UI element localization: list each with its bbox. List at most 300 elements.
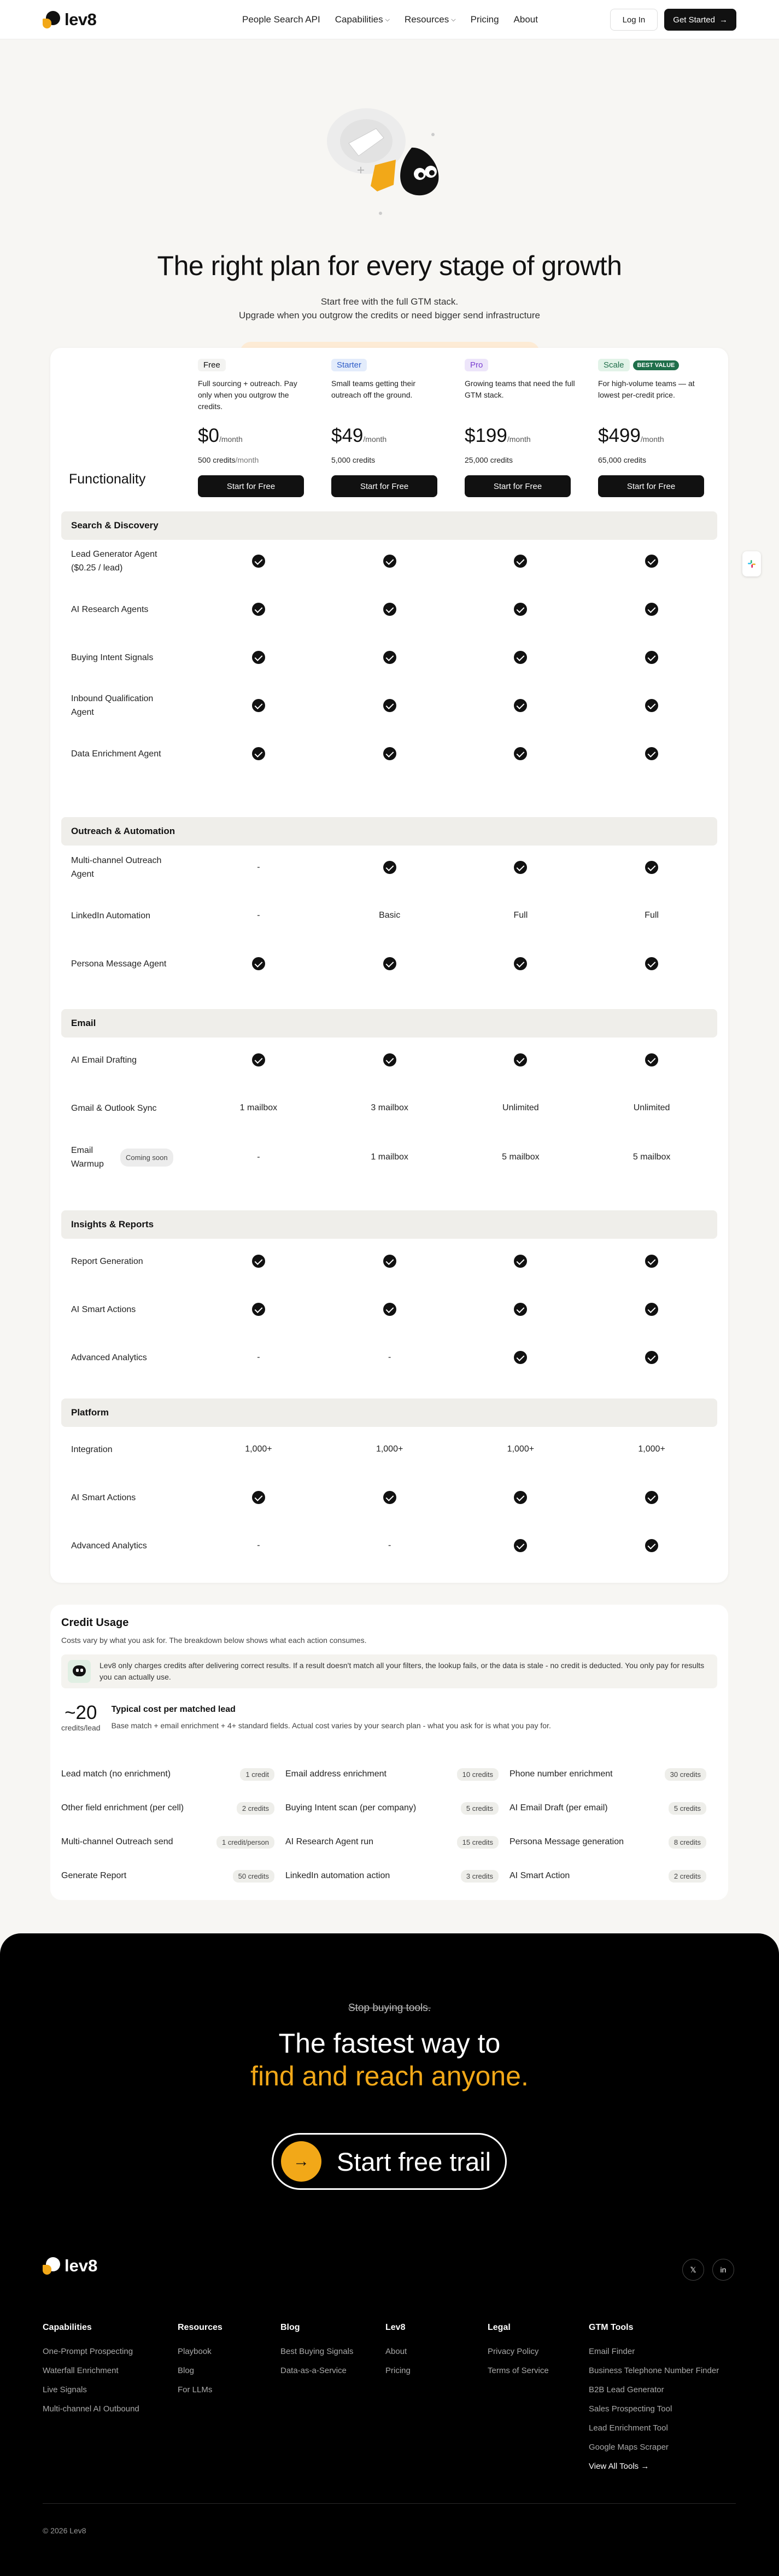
feature-label-text: Inbound Qualification Agent xyxy=(71,694,154,717)
check-icon xyxy=(383,1491,396,1504)
feature-row xyxy=(61,851,717,884)
plan-credits xyxy=(598,456,713,464)
credit-cost-badge: 2 credits xyxy=(237,1802,274,1815)
feature-label-text: Data Enrichment Agent xyxy=(71,749,161,759)
section-header: Outreach & Automation xyxy=(61,817,717,846)
get-started-button[interactable] xyxy=(664,9,736,31)
credit-cost-item xyxy=(509,1763,717,1785)
credit-notice-text: Lev8 only charges credits after delivering correct results. If a result doesn't match all your filters, the lookup fails, or the data is stale - no credit is deducted. You only pay for results you can actually use. xyxy=(99,1661,705,1681)
plan-period: /month xyxy=(640,435,664,444)
plan-credits xyxy=(331,456,446,464)
check-icon xyxy=(645,957,658,970)
feature-value: - xyxy=(388,1541,391,1550)
check-icon xyxy=(383,747,396,760)
feature-value: 5 mailbox xyxy=(502,1152,540,1162)
feature-row xyxy=(61,737,717,770)
typical-cost-number: ~20 xyxy=(65,1702,97,1723)
footer-link[interactable]: For LLMs xyxy=(178,2385,213,2394)
credit-cost-label: LinkedIn automation action xyxy=(285,1871,390,1880)
feature-label-text: Advanced Analytics xyxy=(71,1541,147,1551)
feature-cell xyxy=(193,1444,324,1454)
typical-cost-title: Typical cost per matched lead xyxy=(111,1705,236,1714)
check-icon xyxy=(645,1351,658,1364)
plan-price-row xyxy=(198,425,313,447)
logo[interactable] xyxy=(43,10,96,30)
check-icon xyxy=(383,651,396,664)
footer-strike-text: Stop buying tools. xyxy=(348,2002,431,2014)
credit-usage-card xyxy=(50,1605,728,1900)
feature-label-text: Multi-channel Outreach Agent xyxy=(71,856,162,879)
footer-column xyxy=(178,2323,222,2404)
footer-column-heading: Blog xyxy=(280,2323,300,2332)
footer-column-heading: Lev8 xyxy=(385,2323,406,2332)
feature-cell xyxy=(586,861,717,874)
credit-cost-grid xyxy=(61,1763,717,1887)
footer-link[interactable]: Best Buying Signals xyxy=(280,2347,354,2356)
check-icon xyxy=(252,603,265,616)
credit-cost-badge: 10 credits xyxy=(457,1768,499,1781)
plan-credits-amount: 65,000 credits xyxy=(598,456,646,464)
feature-cell xyxy=(193,911,324,920)
feature-label xyxy=(61,1144,193,1171)
feature-label-text: Buying Intent Signals xyxy=(71,652,154,662)
check-icon xyxy=(252,555,265,568)
nav-about[interactable]: About xyxy=(513,14,538,25)
check-icon xyxy=(514,1255,527,1268)
plan-price: $49 xyxy=(331,425,364,446)
start-free-trial-button[interactable] xyxy=(272,2133,507,2190)
check-icon xyxy=(514,555,527,568)
footer-link[interactable]: Privacy Policy xyxy=(488,2347,539,2356)
nav-capabilities-label: Capabilities xyxy=(335,14,383,25)
view-all-tools-link[interactable] xyxy=(589,2462,719,2471)
credit-cost-label: Multi-channel Outreach send xyxy=(61,1837,173,1846)
get-started-label: Get Started xyxy=(673,15,715,25)
logo-text: lev8 xyxy=(65,9,97,29)
feature-label xyxy=(61,957,193,971)
feature-value: - xyxy=(257,911,260,920)
feature-label xyxy=(61,1053,193,1067)
plan-free xyxy=(198,359,313,497)
feature-cell xyxy=(193,651,324,664)
feature-value: 1,000+ xyxy=(376,1444,403,1454)
nav-people-search-api[interactable]: People Search API xyxy=(242,14,320,25)
check-icon xyxy=(252,957,265,970)
footer-link[interactable]: Blog xyxy=(178,2366,195,2375)
nav-resources[interactable] xyxy=(405,14,456,25)
feature-cell xyxy=(586,1053,717,1066)
feature-label-text: Lead Generator Agent ($0.25 / lead) xyxy=(71,550,157,573)
feature-value: 1 mailbox xyxy=(371,1152,408,1162)
start-for-free-button[interactable]: Start for Free xyxy=(465,475,571,497)
feature-cell xyxy=(586,911,717,920)
feature-row xyxy=(61,545,717,578)
feature-value: Unlimited xyxy=(633,1103,670,1112)
typical-cost-desc: Base match + email enrichment + 4+ standard fields. Actual cost varies by your search plan - what you ask for is what you pay for. xyxy=(111,1721,551,1730)
feature-cell xyxy=(324,1255,455,1268)
check-icon xyxy=(383,1303,396,1316)
check-icon xyxy=(645,1053,658,1066)
x-twitter-icon[interactable]: 𝕏 xyxy=(682,2259,704,2281)
feature-cell xyxy=(324,1103,455,1113)
start-for-free-button[interactable]: Start for Free xyxy=(331,475,437,497)
feature-cell xyxy=(324,555,455,568)
feature-cell xyxy=(455,603,587,616)
arrow-right-icon: → xyxy=(639,2462,649,2471)
section-header: Insights & Reports xyxy=(61,1210,717,1239)
feature-cell xyxy=(455,911,587,920)
feature-cell xyxy=(193,862,324,872)
feature-cell xyxy=(586,1351,717,1364)
check-icon xyxy=(645,1303,658,1316)
check-icon xyxy=(645,603,658,616)
feature-cell xyxy=(324,1491,455,1504)
logo-icon xyxy=(43,2257,60,2275)
feature-cell xyxy=(324,1152,455,1162)
check-icon xyxy=(252,1303,265,1316)
feature-label xyxy=(61,547,193,575)
feature-value: - xyxy=(257,862,260,872)
footer-link[interactable]: Live Signals xyxy=(43,2385,87,2394)
copyright: © 2026 Lev8 xyxy=(43,2526,86,2535)
plan-name: Starter xyxy=(331,359,367,371)
credit-cost-label: Generate Report xyxy=(61,1871,127,1880)
credit-cost-badge: 5 credits xyxy=(461,1802,499,1815)
section-header: Search & Discovery xyxy=(61,511,717,540)
feature-row xyxy=(61,593,717,626)
credit-cost-badge: 30 credits xyxy=(665,1768,706,1781)
footer-link[interactable]: Email Finder xyxy=(589,2347,635,2356)
plan-scale xyxy=(598,359,713,497)
footer-column-heading: Capabilities xyxy=(43,2323,92,2332)
floating-widget-icon[interactable] xyxy=(742,551,761,576)
feature-row xyxy=(61,899,717,932)
credit-cost-item xyxy=(285,1797,509,1819)
footer-divider xyxy=(43,2503,736,2504)
footer-link[interactable]: Multi-channel AI Outbound xyxy=(43,2404,139,2414)
credit-notice xyxy=(61,1654,717,1688)
feature-cell xyxy=(455,1053,587,1066)
feature-label xyxy=(61,1539,193,1553)
page-title: The right plan for every stage of growth xyxy=(157,250,622,281)
coming-soon-badge: Coming soon xyxy=(120,1149,173,1167)
credit-cost-badge: 5 credits xyxy=(669,1802,706,1815)
credit-cost-label: Buying Intent scan (per company) xyxy=(285,1803,417,1812)
start-for-free-button[interactable]: Start for Free xyxy=(598,475,704,497)
plan-credits-suffix: /month xyxy=(235,456,259,464)
plan-credits-amount: 500 credits xyxy=(198,456,236,464)
feature-value: 1,000+ xyxy=(638,1444,665,1454)
feature-cell xyxy=(586,957,717,970)
feature-cell xyxy=(324,911,455,920)
credit-cost-label: Other field enrichment (per cell) xyxy=(61,1803,184,1812)
check-icon xyxy=(383,957,396,970)
footer-link[interactable]: Playbook xyxy=(178,2347,212,2356)
credit-cost-label: AI Email Draft (per email) xyxy=(509,1803,608,1812)
feature-label xyxy=(61,909,193,923)
feature-cell xyxy=(324,1353,455,1362)
feature-label-text: AI Research Agents xyxy=(71,604,149,614)
check-icon xyxy=(383,861,396,874)
footer-logo-text: lev8 xyxy=(65,2256,98,2275)
feature-label xyxy=(61,747,193,761)
credit-cost-badge: 1 credit xyxy=(240,1768,274,1781)
feature-cell xyxy=(586,699,717,712)
functionality-heading: Functionality xyxy=(69,471,146,487)
credit-cost-badge: 15 credits xyxy=(457,1836,499,1849)
feature-cell xyxy=(586,555,717,568)
credit-cost-badge: 50 credits xyxy=(233,1870,274,1883)
arrow-right-icon: → xyxy=(719,15,728,25)
check-icon xyxy=(645,1491,658,1504)
feature-label-text: LinkedIn Automation xyxy=(71,911,150,920)
plan-starter xyxy=(331,359,446,497)
check-icon xyxy=(514,1303,527,1316)
check-icon xyxy=(514,1491,527,1504)
footer-link[interactable]: Data-as-a-Service xyxy=(280,2366,347,2375)
feature-cell xyxy=(586,1491,717,1504)
feature-row xyxy=(61,1529,717,1562)
start-for-free-button[interactable]: Start for Free xyxy=(198,475,304,497)
plan-period: /month xyxy=(219,435,243,444)
plan-credits-amount: 5,000 credits xyxy=(331,456,376,464)
slack-icon xyxy=(747,559,757,569)
feature-cell xyxy=(324,1303,455,1316)
logo-icon xyxy=(43,11,60,28)
section-header: Platform xyxy=(61,1398,717,1427)
feature-row xyxy=(61,1293,717,1326)
feature-cell xyxy=(455,861,587,874)
check-icon xyxy=(252,747,265,760)
feature-cell xyxy=(455,1152,587,1162)
plan-name: Pro xyxy=(465,359,488,371)
check-icon xyxy=(252,1053,265,1066)
footer-link[interactable]: Business Telephone Number Finder xyxy=(589,2366,719,2375)
feature-cell xyxy=(324,957,455,970)
plan-description: For high-volume teams — at lowest per-credit price. xyxy=(598,379,695,399)
feature-label xyxy=(61,1443,193,1456)
credit-cost-badge: 2 credits xyxy=(669,1870,706,1883)
check-icon xyxy=(383,1053,396,1066)
feature-value: 1,000+ xyxy=(245,1444,272,1454)
feature-label xyxy=(61,1101,193,1115)
check-icon xyxy=(645,651,658,664)
feature-label-text: AI Smart Actions xyxy=(71,1493,136,1502)
nav-pricing[interactable]: Pricing xyxy=(470,14,499,25)
robot-icon xyxy=(68,1660,91,1683)
footer-link[interactable]: Lead Enrichment Tool xyxy=(589,2423,668,2433)
credit-cost-label: Persona Message generation xyxy=(509,1837,624,1846)
footer-link[interactable]: Terms of Service xyxy=(488,2366,549,2375)
footer-column xyxy=(43,2323,139,2423)
footer-logo[interactable] xyxy=(43,2256,97,2276)
feature-label-text: Advanced Analytics xyxy=(71,1353,147,1362)
feature-value: - xyxy=(257,1353,260,1362)
footer-column xyxy=(589,2323,719,2481)
plan-price-row xyxy=(465,425,579,447)
footer-column-heading: GTM Tools xyxy=(589,2323,634,2332)
feature-cell xyxy=(455,1444,587,1454)
typical-cost-unit: credits/lead xyxy=(61,1723,101,1732)
footer-link[interactable]: One-Prompt Prospecting xyxy=(43,2347,133,2356)
credit-usage-title: Credit Usage xyxy=(61,1617,129,1629)
plan-header xyxy=(598,359,713,378)
footer-link[interactable]: Sales Prospecting Tool xyxy=(589,2404,672,2414)
plan-price: $199 xyxy=(465,425,507,446)
credit-cost-label: AI Smart Action xyxy=(509,1871,570,1880)
plan-name: Scale xyxy=(598,359,630,371)
feature-label xyxy=(61,1303,193,1316)
footer xyxy=(0,1933,779,2576)
feature-label xyxy=(61,603,193,616)
footer-headline-2: find and reach anyone. xyxy=(250,2061,529,2091)
feature-value: 1,000+ xyxy=(507,1444,535,1454)
feature-cell xyxy=(455,957,587,970)
footer-column xyxy=(488,2323,549,2385)
plan-price: $0 xyxy=(198,425,219,446)
feature-cell xyxy=(193,603,324,616)
feature-cell xyxy=(455,1103,587,1113)
feature-cell xyxy=(586,1255,717,1268)
feature-label-text: AI Email Drafting xyxy=(71,1055,137,1065)
feature-cell xyxy=(193,1152,324,1162)
feature-value: 3 mailbox xyxy=(371,1103,408,1112)
feature-cell xyxy=(324,1053,455,1066)
credit-cost-item xyxy=(61,1831,285,1853)
footer-headline-1: The fastest way to xyxy=(278,2028,501,2059)
linkedin-icon[interactable]: in xyxy=(712,2259,734,2281)
feature-label-text: Gmail & Outlook Sync xyxy=(71,1103,157,1113)
footer-link[interactable]: Google Maps Scraper xyxy=(589,2443,669,2452)
arrow-right-icon: → xyxy=(281,2141,321,2182)
footer-column xyxy=(280,2323,353,2385)
credit-cost-item xyxy=(61,1865,285,1887)
feature-value: Unlimited xyxy=(502,1103,539,1112)
feature-cell xyxy=(586,1152,717,1162)
feature-cell xyxy=(586,1444,717,1454)
start-free-trial-label: Start free trail xyxy=(337,2147,491,2176)
feature-cell xyxy=(193,1303,324,1316)
feature-cell xyxy=(324,651,455,664)
feature-cell xyxy=(455,651,587,664)
feature-row xyxy=(61,947,717,980)
chevron-down-icon: ⌵ xyxy=(385,16,390,23)
feature-cell xyxy=(193,957,324,970)
footer-link[interactable]: Waterfall Enrichment xyxy=(43,2366,119,2375)
feature-label-text: Report Generation xyxy=(71,1256,143,1266)
plan-name: Free xyxy=(198,359,226,371)
check-icon xyxy=(645,861,658,874)
feature-row xyxy=(61,1141,717,1174)
chevron-down-icon: ⌵ xyxy=(451,16,456,23)
footer-link[interactable]: Pricing xyxy=(385,2366,411,2375)
feature-cell xyxy=(324,747,455,760)
feature-label-text: Persona Message Agent xyxy=(71,959,167,969)
check-icon xyxy=(514,1053,527,1066)
hero-subtitle-1: Start free with the full GTM stack. xyxy=(320,296,459,307)
credit-cost-badge: 3 credits xyxy=(461,1870,499,1883)
check-icon xyxy=(514,1351,527,1364)
check-icon xyxy=(514,699,527,712)
plan-period: /month xyxy=(507,435,531,444)
footer-link[interactable]: About xyxy=(385,2347,407,2356)
plan-description: Full sourcing + outreach. Pay only when you outgrow the credits. xyxy=(198,379,297,411)
feature-cell xyxy=(455,1491,587,1504)
footer-link[interactable]: B2B Lead Generator xyxy=(589,2385,664,2394)
feature-cell xyxy=(324,1444,455,1454)
check-icon xyxy=(514,1539,527,1552)
check-icon xyxy=(645,1255,658,1268)
feature-cell xyxy=(455,1303,587,1316)
typical-cost xyxy=(61,1703,717,1732)
check-icon xyxy=(383,1255,396,1268)
check-icon xyxy=(383,603,396,616)
feature-row xyxy=(61,1044,717,1076)
credit-cost-item xyxy=(285,1763,509,1785)
plan-header xyxy=(465,359,579,378)
nav-capabilities[interactable] xyxy=(335,14,390,25)
check-icon xyxy=(645,699,658,712)
credit-cost-label: AI Research Agent run xyxy=(285,1837,373,1846)
feature-row xyxy=(61,1245,717,1278)
credit-cost-item xyxy=(509,1797,717,1819)
plan-header xyxy=(198,359,313,378)
plan-credits-amount: 25,000 credits xyxy=(465,456,513,464)
feature-label-text: Email Warmup xyxy=(71,1146,104,1169)
feature-label xyxy=(61,1255,193,1268)
check-icon xyxy=(514,747,527,760)
feature-cell xyxy=(586,603,717,616)
feature-value: Full xyxy=(513,911,528,920)
section-header: Email xyxy=(61,1009,717,1038)
check-icon xyxy=(252,699,265,712)
check-icon xyxy=(383,699,396,712)
plan-description: Small teams getting their outreach off the ground. xyxy=(331,379,416,399)
plan-credits xyxy=(198,456,313,464)
feature-label xyxy=(61,692,193,719)
feature-cell xyxy=(193,1103,324,1113)
credit-cost-label: Phone number enrichment xyxy=(509,1769,613,1779)
check-icon xyxy=(645,555,658,568)
check-icon xyxy=(645,1539,658,1552)
feature-cell xyxy=(193,1053,324,1066)
plan-description: Growing teams that need the full GTM stack. xyxy=(465,379,575,399)
feature-value: Basic xyxy=(379,911,401,920)
view-all-tools-label: View All Tools xyxy=(589,2462,639,2471)
hero xyxy=(0,39,779,346)
pricing-table xyxy=(50,348,728,1583)
credit-cost-item xyxy=(61,1763,285,1785)
login-button[interactable]: Log In xyxy=(610,9,658,31)
credit-cost-item xyxy=(509,1865,717,1887)
feature-value: 5 mailbox xyxy=(632,1152,671,1162)
hero-subtitle-2: Upgrade when you outgrow the credits or need bigger send infrastructure xyxy=(239,310,540,320)
feature-cell xyxy=(586,1539,717,1552)
feature-label xyxy=(61,1351,193,1365)
feature-cell xyxy=(586,651,717,664)
feature-label xyxy=(61,854,193,881)
plan-price-row xyxy=(331,425,446,447)
check-icon xyxy=(252,1255,265,1268)
feature-label-text: Integration xyxy=(71,1444,113,1454)
footer-column-heading: Legal xyxy=(488,2323,511,2332)
check-icon xyxy=(514,861,527,874)
feature-value: Full xyxy=(645,911,659,920)
check-icon xyxy=(514,651,527,664)
plan-header xyxy=(331,359,446,378)
feature-cell xyxy=(455,1539,587,1552)
feature-label xyxy=(61,651,193,665)
